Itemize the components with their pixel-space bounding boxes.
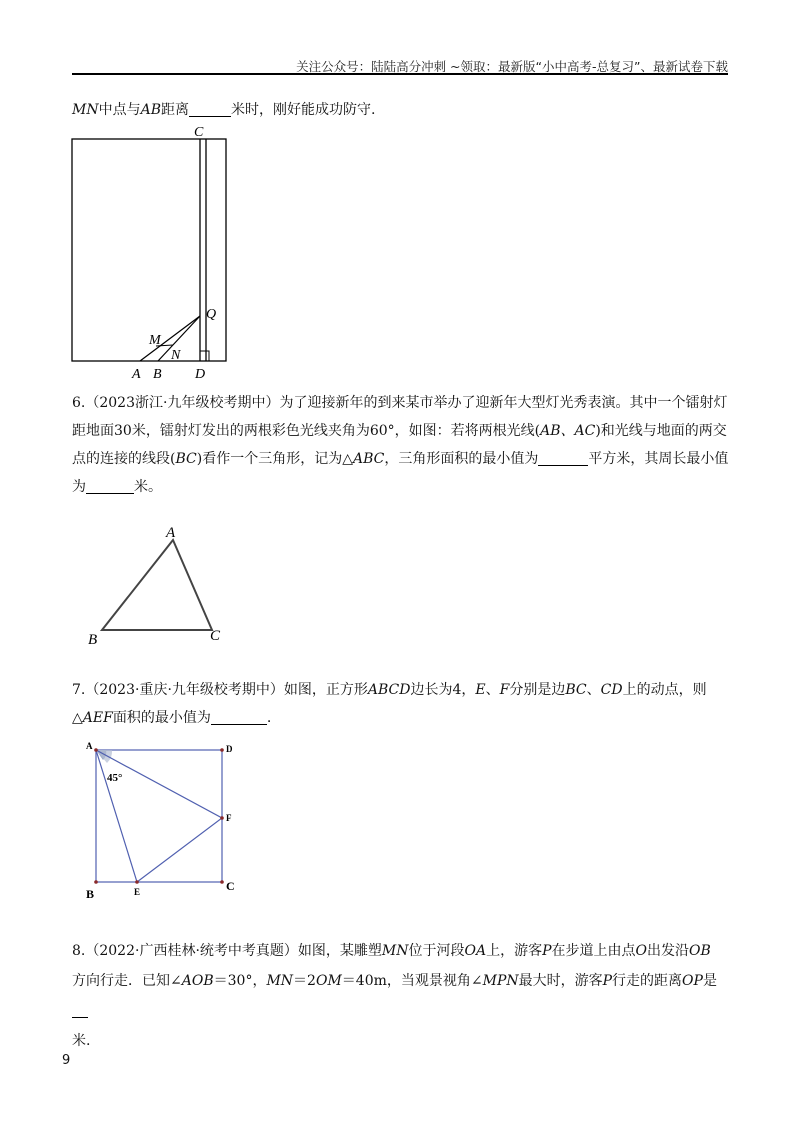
problem-number: 6. [72, 395, 86, 411]
label-c: C [226, 879, 235, 893]
problem-7: 7.（2023·重庆·九年级校考期中）如图，正方形ABCD边长为4，E、F分别是边BC、CD上的动点，则 △AEF面积的最小值为 . [72, 682, 707, 726]
problem-source: （2023浙江·九年级校考期中） [85, 395, 280, 411]
figure-square-abcd [78, 738, 253, 904]
answer-blank [189, 102, 231, 117]
point-a [94, 748, 98, 752]
problem-8: 8.（2022·广西桂林·统考中考真题）如图，某雕塑MN位于河段OA上，游客P在步道上由点O出发沿OB 方向行走．已知∠AOB＝30°，MN＝2OM＝40m，当观景视角∠MPN最大时，游客P行走的距离OP是 米. [72, 943, 717, 1049]
label-b: B [153, 367, 162, 382]
right-angle-mark [200, 351, 209, 361]
label-e: E [134, 887, 141, 897]
square-abcd [96, 750, 222, 882]
label-c: C [194, 125, 204, 140]
label-f: F [226, 813, 232, 823]
label-a: A [86, 741, 93, 751]
problem-source: （2022·广西桂林·统考中考真题） [85, 943, 298, 959]
point-d [220, 748, 224, 752]
point-c [220, 880, 224, 884]
answer-blank [211, 710, 267, 725]
problem-5-tail: MN中点与AB距离 米时，刚好能成功防守. [72, 102, 376, 118]
field-rectangle [72, 139, 226, 361]
label-c: C [210, 628, 221, 644]
angle-label: 45° [107, 772, 123, 784]
label-n: N [171, 348, 181, 363]
point-b [94, 880, 98, 884]
segment-mn: MN [72, 102, 99, 118]
problem-6: 6.（2023浙江·九年级校考期中）为了迎接新年的到来某市举办了迎新年大型灯光秀表演。其中一个镭射灯 距地面30米，镭射灯发出的两根彩色光线夹角为60°，如图：若将两根光线(AB、AC)和光线与地面的两交 点的连接的线段(BC)看作一个三角形，记为△ABC，三角形面积的最小值为 平方米，其周长最小值 为 米。 [72, 395, 729, 495]
triangle-abc [102, 540, 212, 630]
label-a: A [166, 525, 176, 541]
figure-field-diagram [60, 120, 250, 382]
answer-blank [86, 479, 134, 494]
label-b: B [86, 887, 95, 901]
page-number: 9 [62, 1053, 71, 1068]
label-b: B [88, 632, 98, 648]
page-header: 关注公众号：陆陆高分冲刺 ~领取：最新版“小中高考-总复习”、最新试卷下载 [296, 59, 728, 74]
problem-number: 7. [72, 682, 86, 698]
figure-triangle-abc [82, 522, 232, 650]
answer-blank [538, 451, 588, 466]
label-q: Q [206, 307, 217, 322]
triangle-aef [96, 750, 222, 882]
label-a: A [132, 367, 141, 382]
answer-blank [72, 1003, 88, 1018]
header-divider [72, 73, 728, 75]
problem-source: （2023·重庆·九年级校考期中） [85, 682, 284, 698]
point-f [220, 816, 224, 820]
point-e [135, 880, 139, 884]
label-m: M [149, 333, 161, 348]
label-d: D [226, 744, 233, 754]
problem-number: 8. [72, 943, 86, 959]
label-d: D [195, 367, 206, 382]
